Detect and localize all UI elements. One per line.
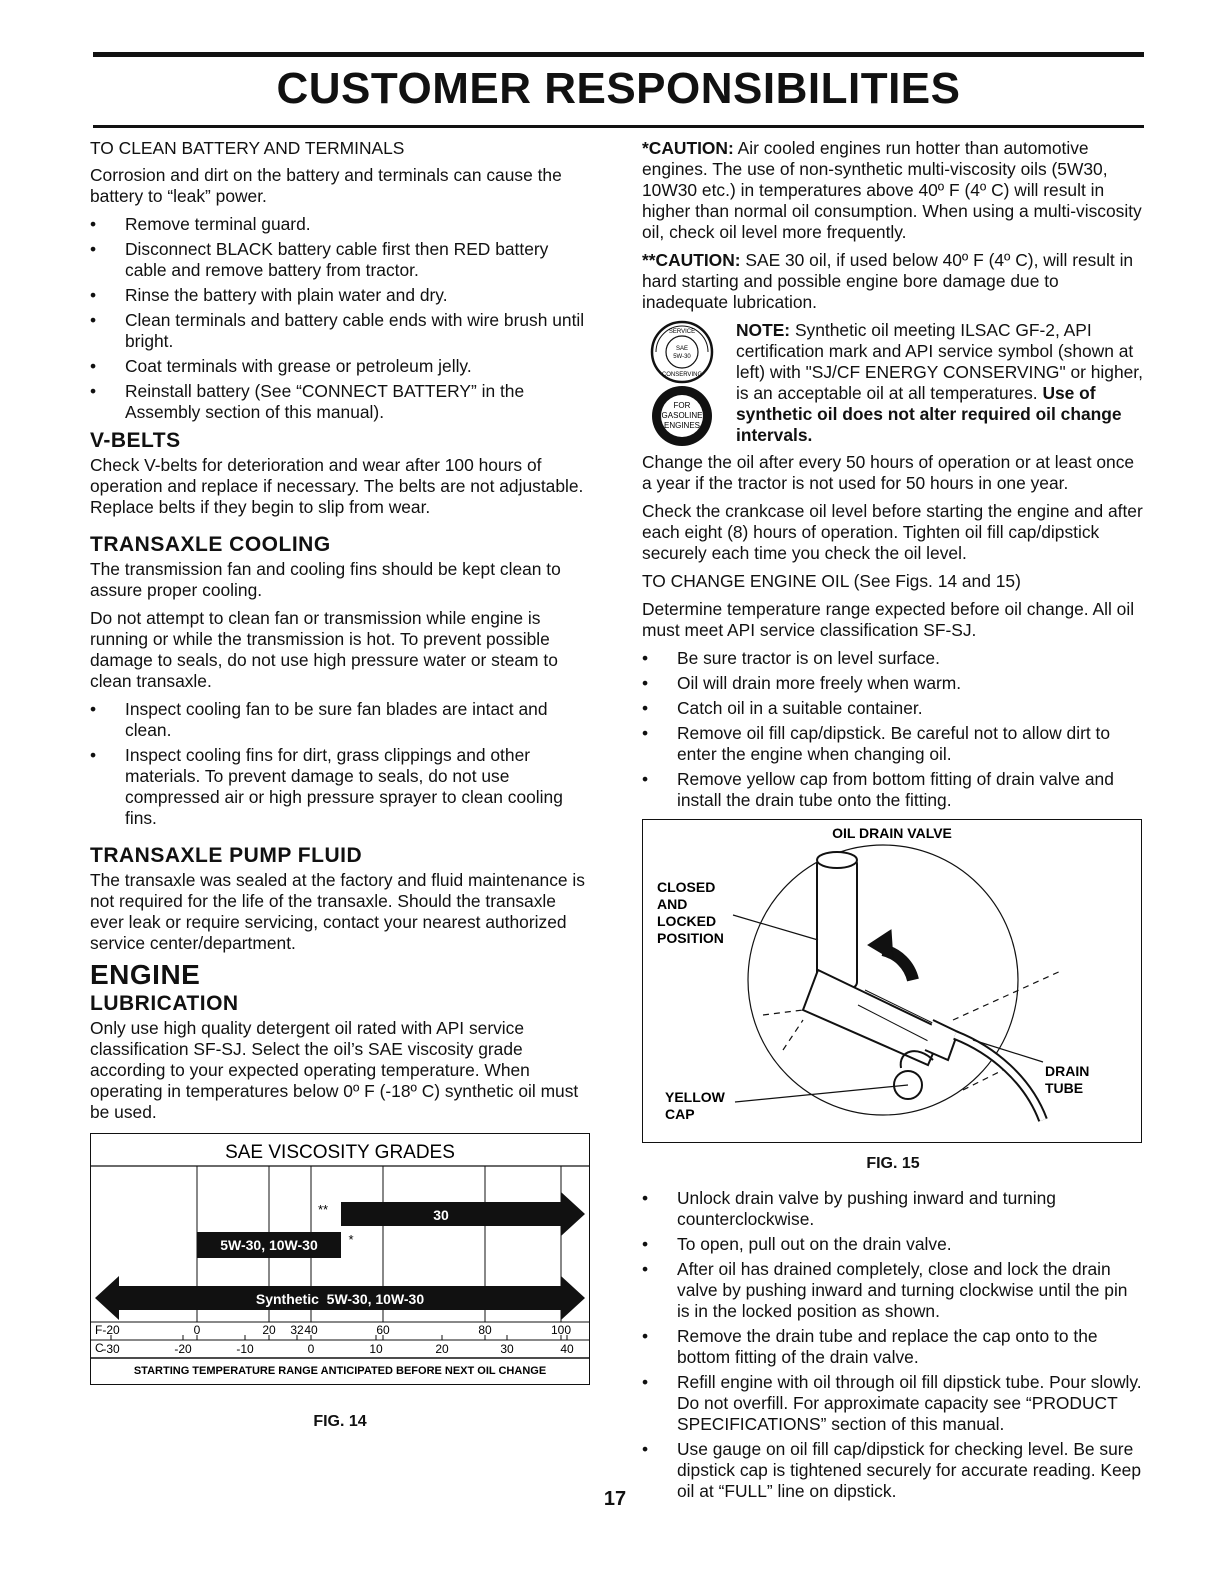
oil-change-prep-steps <box>642 648 1144 811</box>
sae-viscosity-chart <box>90 1133 590 1385</box>
note-label: NOTE: <box>736 320 791 340</box>
lubrication-text: Only use high quality detergent oil rated with API service classification SF-SJ. Select the oil’s SAE viscosity grade according to your expected operating temperature. When operating in temperatures below 0º F (-18º C) synthetic oil must be used. <box>90 1018 579 1122</box>
transaxle-cooling-heading: TRANSAXLE COOLING <box>90 533 331 556</box>
fahrenheit-tick-label: -20 <box>102 1323 120 1337</box>
left-column <box>90 138 590 1432</box>
closed-locked-label-3: LOCKED <box>657 913 717 929</box>
bar-sae30-label: 30 <box>433 1207 449 1223</box>
vbelts-heading: V-BELTS <box>90 429 181 452</box>
celsius-tick-label: 30 <box>500 1342 514 1356</box>
caution-1 <box>642 138 1144 243</box>
celsius-tick-label: 40 <box>560 1342 574 1356</box>
vbelts-text: Check V-belts for deterioration and wear after 100 hours of operation and replace if necessary. The belts are not adjustable. Replace belts if they begin to slip from wear. <box>90 455 584 517</box>
yellow-cap-label-2: CAP <box>665 1106 695 1122</box>
fahrenheit-tick-label: 0 <box>193 1323 201 1337</box>
list-item: • Remove terminal guard. <box>90 214 590 235</box>
fig15-caption: FIG. 15 <box>866 1155 920 1172</box>
api-mark-bottom: ENGINES <box>663 421 701 430</box>
list-item: • Remove oil fill cap/dipstick. Be careful not to allow dirt to enter the engine when changing oil. <box>642 723 1144 765</box>
fahrenheit-tick-label: 32 <box>290 1323 304 1337</box>
fig14-caption: FIG. 14 <box>313 1413 367 1430</box>
fahrenheit-tick-label: 100 <box>550 1323 572 1337</box>
note-body: Synthetic oil meeting ILSAC GF-2, API certification mark and API service symbol (shown at left) with "SJ/CF ENERGY CONSERVING" or higher, is an acceptable oil at all temperatures. <box>736 320 1143 403</box>
celsius-scale <box>102 1335 574 1356</box>
celsius-tick-label: 10 <box>369 1342 383 1356</box>
right-column <box>642 138 1144 1509</box>
list-item: • Remove yellow cap from bottom fitting of drain valve and install the drain tube onto the fitting. <box>642 769 1144 811</box>
list-item: • Coat terminals with grease or petroleum jelly. <box>90 356 590 377</box>
drain-tube-label-1: DRAIN <box>1045 1063 1090 1079</box>
celsius-tick-label: 0 <box>307 1342 315 1356</box>
fahrenheit-tick-label: 20 <box>262 1323 276 1337</box>
fahrenheit-tick-label: 60 <box>376 1323 390 1337</box>
oil-drain-valve-figure <box>642 819 1142 1143</box>
bar-multi-viscosity-label: 5W-30, 10W-30 <box>220 1237 318 1253</box>
transaxle-cooling-p1: The transmission fan and cooling fins should be kept clean to assure proper cooling. <box>90 559 561 600</box>
transaxle-cooling-steps <box>90 699 590 829</box>
drain-procedure-steps <box>642 1188 1144 1502</box>
list-item: • To open, pull out on the drain valve. <box>642 1234 1144 1255</box>
bar-sae30 <box>341 1192 585 1236</box>
page-title: CUSTOMER RESPONSIBILITIES <box>276 64 961 113</box>
list-item: • After oil has drained completely, close and lock the drain valve by pushing inward and turning clockwise until the pin is in the locked position as shown. <box>642 1259 1144 1322</box>
fahrenheit-scale <box>102 1323 571 1340</box>
engine-heading: ENGINE <box>90 959 201 990</box>
caution-2-text: SAE 30 oil, if used below 40º F (4º C), will result in hard starting and possible engine bore damage due to inadequate lubrication. <box>642 250 1134 312</box>
synthetic-oil-note <box>642 320 1144 446</box>
closed-locked-label-4: POSITION <box>657 930 724 946</box>
closed-locked-label-1: CLOSED <box>657 879 716 895</box>
api-symbol-bottom: CONSERVING <box>661 372 703 378</box>
list-item: • Inspect cooling fan to be sure fan blades are intact and clean. <box>90 699 590 741</box>
caution-1-label: *CAUTION: <box>642 138 734 158</box>
drain-tube-label-2: TUBE <box>1045 1080 1084 1096</box>
caution-1-text: Air cooled engines run hotter than automotive engines. The use of non-synthetic multi-viscosity oils (5W30, 10W30 etc.) in temperatures above 40º F (4º C) will result in higher than normal oil consumption. When using a multi-viscosity oil, check oil level more frequently. <box>642 138 1142 242</box>
list-item: • Clean terminals and battery cable ends with wire brush until bright. <box>90 310 590 352</box>
determine-temperature: Determine temperature range expected before oil change. All oil must meet API service classification SF-SJ. <box>642 599 1135 640</box>
api-logos <box>642 320 726 455</box>
api-service-symbol-icon <box>652 322 712 382</box>
api-symbol-mid2: 5W-30 <box>673 354 691 360</box>
oil-change-interval: Change the oil after every 50 hours of operation or at least once a year if the tractor is not used for 50 hours in one year. <box>642 452 1135 493</box>
list-item: • Oil will drain more freely when warm. <box>642 673 1144 694</box>
closed-locked-label-2: AND <box>657 896 688 912</box>
api-mark-mid: GASOLINE <box>661 411 703 420</box>
battery-intro: Corrosion and dirt on the battery and terminals can cause the battery to “leak” power. <box>90 165 562 206</box>
fahrenheit-tick-label: 80 <box>478 1323 492 1337</box>
caution-2 <box>642 250 1144 313</box>
chart-footer: STARTING TEMPERATURE RANGE ANTICIPATED BEFORE NEXT OIL CHANGE <box>133 1365 547 1377</box>
list-item: • Use gauge on oil fill cap/dipstick for checking level. Be sure dipstick cap is tightened securely for accurate reading. Keep oil at “FULL” line on dipstick. <box>642 1439 1144 1502</box>
battery-steps <box>90 214 590 423</box>
oil-check-interval: Check the crankcase oil level before starting the engine and after each eight (8) hours of operation. Tighten oil fill cap/dipstick securely each time you check the oil level. <box>642 501 1143 563</box>
fig15-title: OIL DRAIN VALVE <box>832 825 952 841</box>
api-mark-top: FOR <box>673 401 691 410</box>
transaxle-cooling-p2: Do not attempt to clean fan or transmission while engine is running or while the transmission is hot. To prevent possible damage to seals, do not use high pressure water or steam to clean transaxle. <box>90 608 558 691</box>
celsius-tick-label: 20 <box>435 1342 449 1356</box>
list-item: • Reinstall battery (See “CONNECT BATTERY” in the Assembly section of this manual). <box>90 381 590 423</box>
api-certification-mark-icon <box>652 386 712 446</box>
pump-fluid-text: The transaxle was sealed at the factory and fluid maintenance is not required for the life of the transaxle. Should the transaxle ever leak or require servicing, contact your nearest authorized service center/department. <box>90 870 585 953</box>
to-change-heading: TO CHANGE ENGINE OIL (See Figs. 14 and 15) <box>642 571 1021 591</box>
caution-2-label: **CAUTION: <box>642 250 741 270</box>
fahrenheit-tick-label: 40 <box>304 1323 318 1337</box>
list-item: • Be sure tractor is on level surface. <box>642 648 1144 669</box>
yellow-cap-label-1: YELLOW <box>665 1089 725 1105</box>
list-item: • Unlock drain valve by pushing inward and turning counterclockwise. <box>642 1188 1144 1230</box>
list-item: • Refill engine with oil through oil fill dipstick tube. Pour slowly. Do not overfill. For approximate capacity see “PRODUCT SPECIFICATIONS” section of this manual. <box>642 1372 1144 1435</box>
list-item: • Catch oil in a suitable container. <box>642 698 1144 719</box>
api-symbol-mid1: SAE <box>675 346 689 352</box>
bar-synthetic-label: Synthetic 5W-30, 10W-30 <box>255 1291 425 1307</box>
sae-chart-title: SAE VISCOSITY GRADES <box>225 1142 455 1163</box>
celsius-prefix: C <box>95 1341 104 1355</box>
celsius-tick-label: -30 <box>102 1342 120 1356</box>
note-text <box>736 320 1144 446</box>
top-rule <box>93 52 1144 57</box>
list-item: • Disconnect BLACK battery cable first then RED battery cable and remove battery from tractor. <box>90 239 590 281</box>
page-number: 17 <box>603 1488 627 1510</box>
title-underline <box>93 125 1144 128</box>
bar-sae30-marker: ** <box>317 1202 329 1217</box>
pump-fluid-heading: TRANSAXLE PUMP FLUID <box>90 844 363 867</box>
drain-valve-illustration <box>733 845 1063 1120</box>
celsius-tick-label: -20 <box>174 1342 192 1356</box>
lubrication-heading: LUBRICATION <box>90 992 239 1015</box>
bar-multi-viscosity-marker: * <box>348 1232 354 1247</box>
api-symbol-top: SERVICE <box>668 329 696 335</box>
celsius-tick-label: -10 <box>236 1342 254 1356</box>
fahrenheit-prefix: F <box>95 1323 103 1337</box>
note-bold: Use of synthetic oil does not alter required oil change intervals. <box>736 383 1122 445</box>
list-item: • Rinse the battery with plain water and dry. <box>90 285 590 306</box>
list-item: • Remove the drain tube and replace the cap onto to the bottom fitting of the drain valve. <box>642 1326 1144 1368</box>
list-item: • Inspect cooling fins for dirt, grass clippings and other materials. To prevent damage to seals, do not use compressed air or high pressure sprayer to clean cooling fins. <box>90 745 590 829</box>
battery-heading: TO CLEAN BATTERY AND TERMINALS <box>90 138 405 158</box>
